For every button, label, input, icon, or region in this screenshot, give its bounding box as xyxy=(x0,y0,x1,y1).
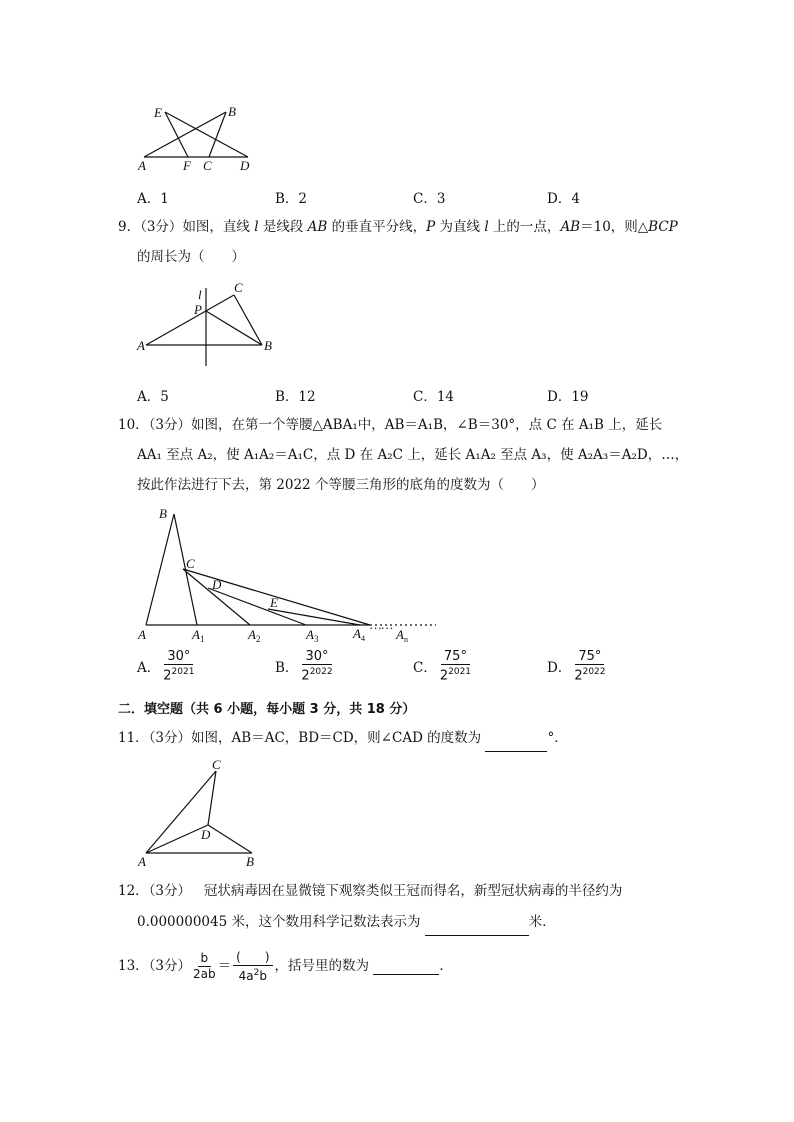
q11-stem xyxy=(118,724,698,752)
q12-stem-line2 xyxy=(137,908,697,936)
option-fraction xyxy=(437,649,474,683)
q8-figure xyxy=(130,100,270,175)
q8-label-A: A xyxy=(138,158,146,173)
q9-stem xyxy=(118,213,698,241)
option-letter: C． xyxy=(413,191,437,207)
q13-stem xyxy=(118,944,698,988)
q8-label-C: C xyxy=(203,158,212,173)
question-score: （3分） xyxy=(148,958,192,974)
q11-figure xyxy=(130,755,270,870)
section-heading: 二．填空题（共 6 小题，每小题 3 分，共 18 分） xyxy=(118,702,416,717)
q10-label-E: E xyxy=(270,595,278,610)
q12-text: 冠状病毒因在显微镜下观察类似王冠而得名，新型冠状病毒的半径约为 xyxy=(203,883,623,899)
q11-label-A: A xyxy=(138,854,146,869)
q13-lhs-fraction xyxy=(193,951,216,982)
q9-text: 为直线 xyxy=(435,219,485,235)
fraction-base: 2 xyxy=(301,668,310,684)
q9-stem-line2: 的周长为（ ） xyxy=(137,249,245,265)
q10-option-d[interactable] xyxy=(547,649,609,683)
option-text: 12 xyxy=(298,389,316,405)
fraction-denominator: 2ab xyxy=(193,967,216,981)
q9-option-c[interactable] xyxy=(413,385,454,405)
option-text: 3 xyxy=(436,191,446,207)
question-score: （3分） xyxy=(148,417,192,433)
q9-var-l: l xyxy=(484,219,489,235)
q11-label-D: D xyxy=(201,827,211,842)
option-letter: C． xyxy=(413,660,437,677)
option-letter: B． xyxy=(275,389,299,405)
fraction-denominator xyxy=(571,665,608,683)
q9-option-a[interactable] xyxy=(137,385,169,405)
question-score: （3分） xyxy=(148,730,192,746)
q10-label-A2: $A_2$ xyxy=(248,627,261,644)
q11-answer-blank[interactable] xyxy=(485,735,547,752)
q11-text: 如图，AB＝AC，BD＝CD，则∠CAD 的度数为 xyxy=(191,730,482,746)
fraction-exponent: 2022 xyxy=(309,667,333,677)
fraction-numerator: ( ) xyxy=(233,950,272,966)
q9-line-CB xyxy=(234,295,262,345)
q10-line-AB xyxy=(146,514,174,625)
q8-label-D: D xyxy=(240,158,250,173)
q10-stem-line1 xyxy=(118,411,698,439)
q9-text: ＝10，则△ xyxy=(580,219,649,235)
q8-option-d[interactable] xyxy=(547,187,580,207)
q13-text: ，括号里的数为 xyxy=(274,958,370,974)
q9-label-P: P xyxy=(194,302,202,317)
option-text: 4 xyxy=(571,191,580,207)
q10-label-An: $A_n$ xyxy=(396,627,408,644)
q9-var-P: P xyxy=(426,219,436,235)
fraction-den-tail: b xyxy=(259,968,267,983)
q9-text: 是线段 xyxy=(258,219,308,235)
option-text: 1 xyxy=(160,191,169,207)
q10-line-EA4 xyxy=(268,609,360,625)
q13-end: ． xyxy=(439,958,453,974)
q9-var-BCP: BCP xyxy=(648,219,678,235)
question-number: 12． xyxy=(118,883,149,899)
option-letter: D． xyxy=(547,389,572,405)
question-number: 9． xyxy=(118,219,141,235)
fraction-denominator xyxy=(298,665,335,683)
option-text: 19 xyxy=(571,389,589,405)
option-letter: A． xyxy=(137,191,161,207)
option-letter: B． xyxy=(275,660,299,677)
option-letter: A． xyxy=(137,389,161,405)
q9-label-B: B xyxy=(264,338,272,353)
option-letter: A． xyxy=(137,660,161,677)
fraction-den-exponent: 2 xyxy=(253,967,260,978)
q9-var-l: l xyxy=(254,219,259,235)
q9-var-AB: AB xyxy=(560,219,581,235)
q12-stem-line1 xyxy=(118,877,708,905)
q8-option-b[interactable] xyxy=(275,187,307,207)
q9-text: 上的一点， xyxy=(488,219,561,235)
q10-label-C: C xyxy=(186,556,195,571)
fraction-base: 2 xyxy=(574,668,583,684)
option-letter: D． xyxy=(547,660,572,677)
option-letter: D． xyxy=(547,191,572,207)
q8-label-E: E xyxy=(154,105,162,120)
q11-unit: °． xyxy=(547,730,568,746)
q10-stem-line2: AA₁ 至点 A₂，使 A₁A₂＝A₁C，点 D 在 A₂C 上，延长 A₁A₂ 至点 A₃，使 A₂A₃＝A₂D，…， xyxy=(137,447,689,463)
q8-label-F: F xyxy=(183,158,191,173)
q12-unit: 米． xyxy=(528,914,556,930)
q10-option-b[interactable] xyxy=(275,649,336,683)
question-number: 11． xyxy=(118,730,149,746)
option-letter: C． xyxy=(413,389,437,405)
option-fraction xyxy=(160,649,197,683)
q10-label-A3: $A_3$ xyxy=(306,627,319,644)
question-score: （3分） xyxy=(140,219,183,235)
q8-label-B: B xyxy=(228,104,236,119)
fraction-exponent: 2021 xyxy=(171,667,195,677)
fraction-base: 2 xyxy=(163,668,172,684)
q9-label-A: A xyxy=(137,338,145,353)
q9-text: 的垂直平分线， xyxy=(327,219,427,235)
fraction-base: 2 xyxy=(439,668,449,684)
fraction-exponent: 2022 xyxy=(582,667,606,677)
fraction-den-base: 4a xyxy=(238,968,254,983)
q8-line-BC xyxy=(209,112,226,157)
q10-label-A1: $A_1$ xyxy=(192,627,205,644)
question-number: 10． xyxy=(118,417,149,433)
question-score: （3分） xyxy=(148,883,192,899)
q9-text: 如图，直线 xyxy=(182,219,255,235)
fraction-numerator: 75° xyxy=(441,649,470,665)
option-text: 2 xyxy=(298,191,308,207)
q10-label-dots: …… xyxy=(370,617,394,632)
q13-rhs-fraction xyxy=(233,950,272,984)
q13-equals: ＝ xyxy=(217,958,232,974)
q9-var-AB: AB xyxy=(307,219,328,235)
fraction-numerator: b xyxy=(198,951,212,967)
q11-label-B: B xyxy=(246,854,254,869)
q10-text: 如图，在第一个等腰△ABA₁中，AB＝A₁B，∠B＝30°，点 C 在 A₁B 上，延长 xyxy=(191,417,663,433)
q8-option-a[interactable] xyxy=(137,187,169,207)
q9-line-PB xyxy=(206,311,262,345)
option-fraction xyxy=(571,649,608,683)
fraction-numerator: 30° xyxy=(302,649,331,665)
option-fraction xyxy=(298,649,335,683)
q9-figure xyxy=(130,278,280,373)
q9-option-b[interactable] xyxy=(275,385,316,405)
q11-label-C: C xyxy=(212,757,221,772)
q10-label-A: A xyxy=(138,627,146,642)
q10-option-c[interactable] xyxy=(413,649,474,683)
fraction-denominator xyxy=(239,966,267,984)
q10-label-B: B xyxy=(159,506,167,521)
q9-label-l: l xyxy=(198,287,202,302)
option-text: 14 xyxy=(436,389,455,405)
question-number: 13． xyxy=(118,958,149,974)
q11-line-AD xyxy=(146,825,208,853)
q9-label-C: C xyxy=(234,280,243,295)
q10-line-DA3 xyxy=(208,588,306,625)
q12-text: 0.000000045 米，这个数用科学记数法表示为 xyxy=(137,914,421,930)
fraction-exponent: 2021 xyxy=(448,667,472,677)
q10-label-D: D xyxy=(212,577,222,592)
q10-option-a[interactable] xyxy=(137,649,197,683)
q10-label-A4: $A_4$ xyxy=(353,626,365,643)
fraction-numerator: 75° xyxy=(575,649,604,665)
q12-answer-blank[interactable] xyxy=(425,919,529,936)
q8-option-c[interactable] xyxy=(413,187,445,207)
q11-line-DB xyxy=(208,825,252,853)
q10-figure xyxy=(130,502,450,647)
fraction-denominator xyxy=(437,665,474,683)
option-text: 5 xyxy=(160,389,169,405)
q13-answer-blank[interactable] xyxy=(373,958,439,975)
q9-option-d[interactable] xyxy=(547,385,589,405)
fraction-numerator: 30° xyxy=(164,649,193,665)
fraction-denominator xyxy=(160,665,197,683)
q10-stem-line3: 按此作法进行下去，第 2022 个等腰三角形的底角的度数为（ ） xyxy=(137,477,545,493)
option-letter: B． xyxy=(275,191,299,207)
